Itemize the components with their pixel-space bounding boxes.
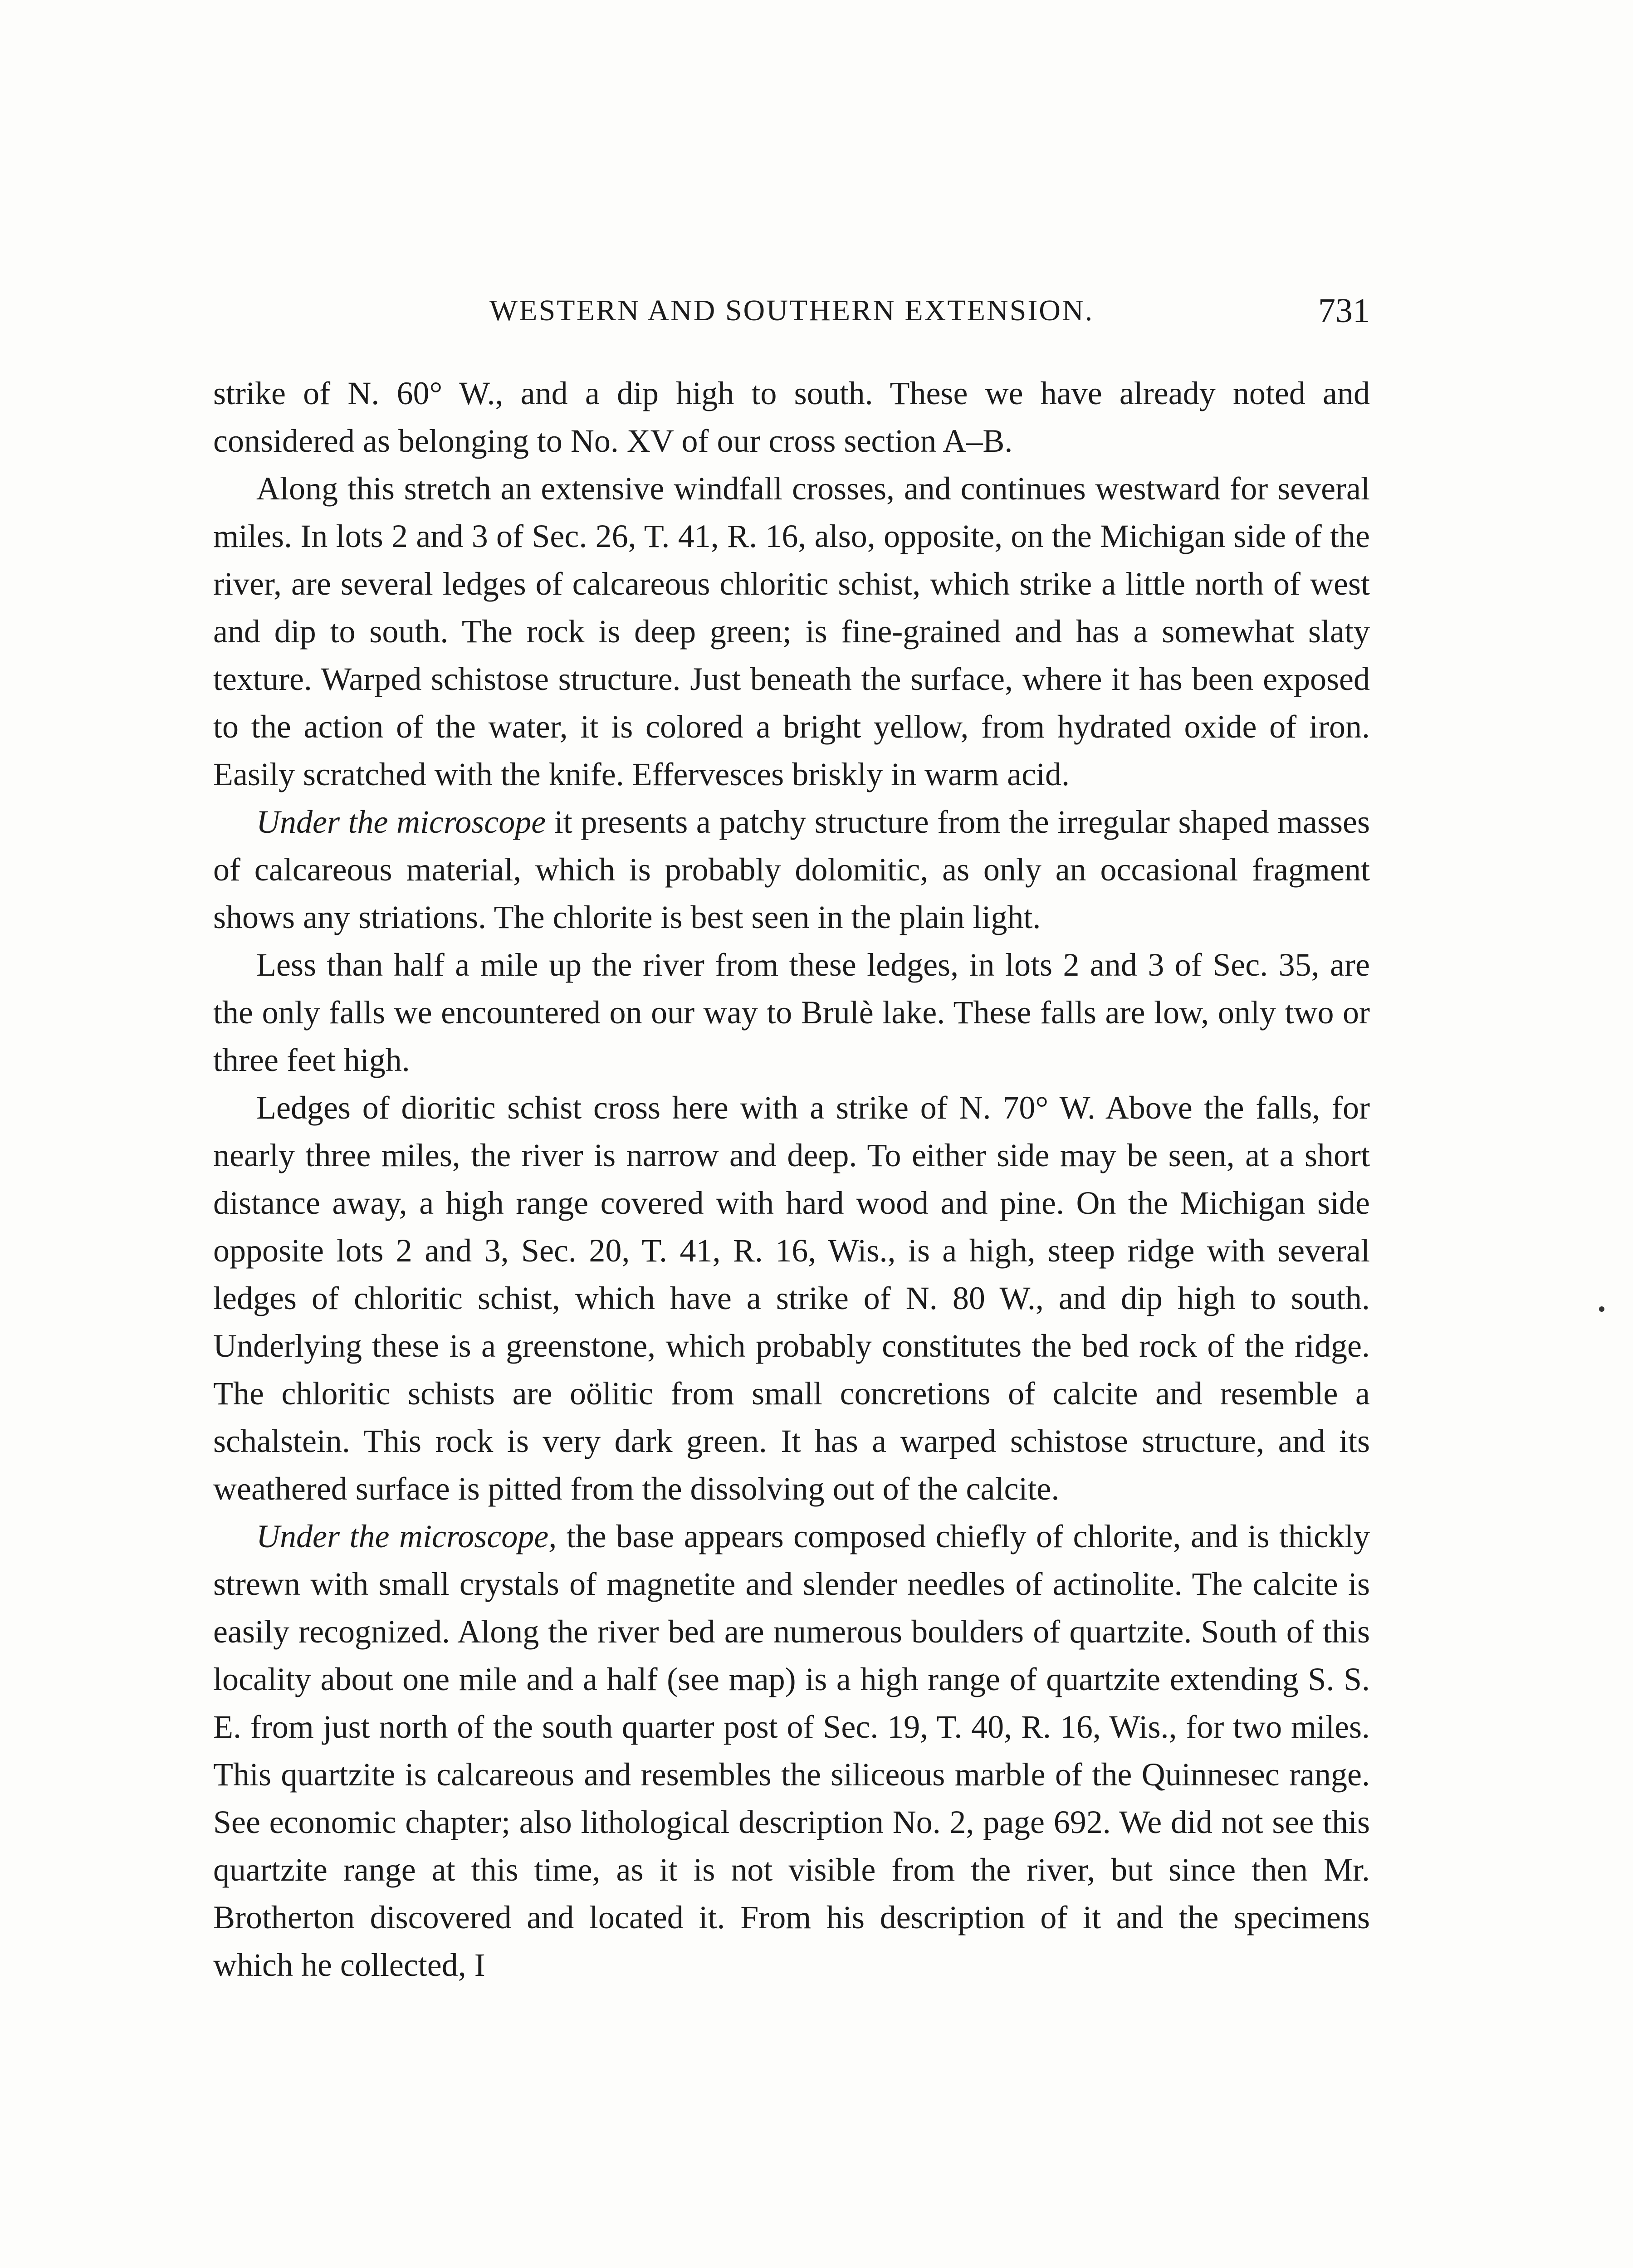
- paragraph-6: [213, 1513, 1370, 1989]
- paragraph-1: [213, 370, 1370, 465]
- body-text: [213, 370, 1370, 1989]
- page-number: 731: [1318, 292, 1370, 330]
- paragraph-2-text: Along this stretch an extensive windfall crosses, and continues westward for several miles. In lots 2 and 3 of Sec. 26, T. 41, R. 16, also, opposite, on the Michigan side of the river, are several ledges of calcareous chloritic schist, which strike a little north of west and dip to south. The rock is deep green; is fine-grained and has a somewhat slaty texture. Warped schistose structure. Just beneath the surface, where it has been exposed to the action of the water, it is colored a bright yellow, from hydrated oxide of iron. Easily scratched with the knife. Effervesces briskly in warm acid.: [213, 470, 1370, 792]
- paragraph-3-text: it presents a patchy structure from the irregular shaped masses of calcareous material, which is probably dolomitic, as only an occasional fragment shows any striations. The chlorite is best seen in the plain light.: [213, 804, 1370, 935]
- paragraph-6-italic-lead: Under the microscope,: [256, 1518, 557, 1554]
- running-title: WESTERN AND SOUTHERN EXTENSION.: [489, 294, 1094, 327]
- paragraph-4-text: Less than half a mile up the river from these ledges, in lots 2 and 3 of Sec. 35, are the only falls we encountered on our way to Brulè lake. These falls are low, only two or three feet high.: [213, 947, 1370, 1078]
- running-head: [213, 290, 1370, 331]
- paragraph-5: [213, 1084, 1370, 1513]
- paragraph-3: [213, 798, 1370, 941]
- ink-speck: [1599, 1306, 1604, 1312]
- paragraph-3-italic-lead: Under the microscope: [256, 804, 546, 840]
- paragraph-2: [213, 465, 1370, 798]
- paragraph-4: [213, 941, 1370, 1084]
- paragraph-1-text: strike of N. 60° W., and a dip high to south. These we have already noted and considered as belonging to No. XV of our cross section A–B.: [213, 375, 1370, 459]
- paragraph-6-text: the base appears composed chiefly of chlorite, and is thickly strewn with small crystals of magnetite and slender needles of actinolite. The calcite is easily recognized. Along the river bed are numerous boulders of quartzite. South of this locality about one mile and a half (see map) is a high range of quartzite extending S. S. E. from just north of the south quarter post of Sec. 19, T. 40, R. 16, Wis., for two miles. This quartzite is calcareous and resembles the siliceous marble of the Quinnesec range. See economic chapter; also lithological description No. 2, page 692. We did not see this quartzite range at this time, as it is not visible from the river, but since then Mr. Brotherton discovered and located it. From his description of it and the specimens which he collected, I: [213, 1518, 1370, 1983]
- paragraph-5-text: Ledges of dioritic schist cross here with a strike of N. 70° W. Above the falls, for nearly three miles, the river is narrow and deep. To either side may be seen, at a short distance away, a high range covered with hard wood and pine. On the Michigan side opposite lots 2 and 3, Sec. 20, T. 41, R. 16, Wis., is a high, steep ridge with several ledges of chloritic schist, which have a strike of N. 80 W., and dip high to south. Underlying these is a greenstone, which probably constitutes the bed rock of the ridge. The chloritic schists are oölitic from small concretions of calcite and resemble a schalstein. This rock is very dark green. It has a warped schistose structure, and its weathered surface is pitted from the dissolving out of the calcite.: [213, 1090, 1370, 1507]
